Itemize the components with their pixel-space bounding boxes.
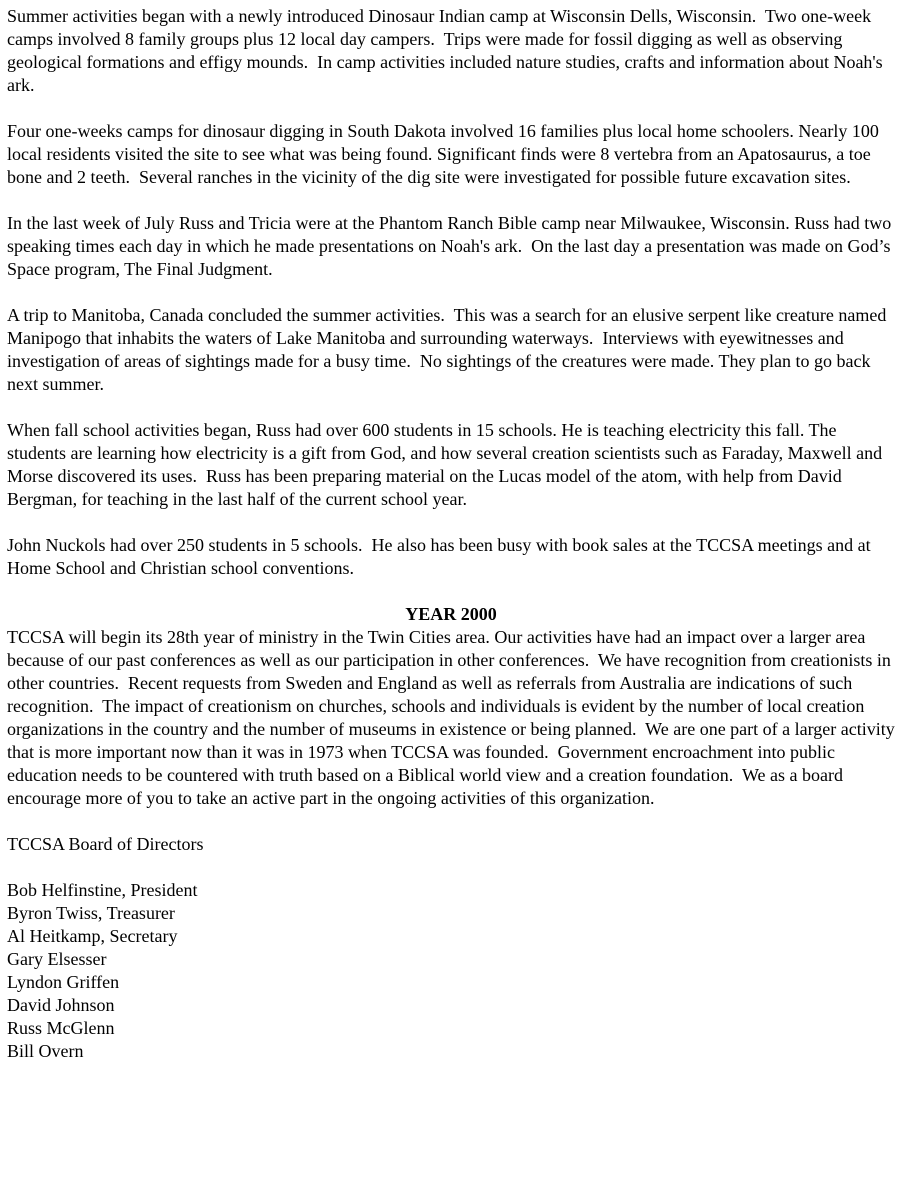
paragraph-summer-camp: Summer activities began with a newly introduced Dinosaur Indian camp at Wisconsin Dells, Wisconsin. Two one-week camps involved 8 family groups plus 12 local day campers. Trips were made for fossil digging as well as observing geological formations and effigy mounds. In camp activities included nature studies, crafts and information about Noah's ark. (7, 6, 888, 95)
board-member: Al Heitkamp, Secretary (7, 926, 178, 946)
board-member: Lyndon Griffen (7, 972, 120, 992)
board-member: David Johnson (7, 995, 115, 1015)
section-heading-year-2000: YEAR 2000 (405, 604, 497, 624)
board-member: Russ McGlenn (7, 1018, 115, 1038)
board-member: Bob Helfinstine, President (7, 880, 198, 900)
paragraph-phantom-ranch: In the last week of July Russ and Tricia were at the Phantom Ranch Bible camp near Milwaukee, Wisconsin. Russ had two speaking times each day in which he made presentations on Noah's ark. On the last day a presentation was made on God’s Space program, The Final Judgment. (7, 213, 896, 279)
board-member: Byron Twiss, Treasurer (7, 903, 175, 923)
board-title: TCCSA Board of Directors (7, 834, 204, 854)
paragraph-manitoba: A trip to Manitoba, Canada concluded the summer activities. This was a search for an elusive serpent like creature named Manipogo that inhabits the waters of Lake Manitoba and surrounding waterways. Interviews with eyewitnesses and investigation of areas of sightings made for a busy time. No sightings of the creatures were made. They plan to go back next summer. (7, 305, 891, 394)
paragraph-year-2000: TCCSA will begin its 28th year of ministry in the Twin Cities area. Our activities have had an impact over a larger area because of our past conferences as well as our participation in other conferences. We have recognition from creationists in other countries. Recent requests from Sweden and England as well as referrals from Australia are indications of such recognition. The impact of creationism on churches, schools and individuals is evident by the number of local creation organizations in the country and the number of museums in existence or being planned. We are one part of a larger activity that is more important now than it was in 1973 when TCCSA was founded. Government encroachment into public education needs to be countered with truth based on a Biblical world view and a creation foundation. We as a board encourage more of you to take an active part in the ongoing activities of this organization. (7, 627, 900, 808)
paragraph-fall-school: When fall school activities began, Russ had over 600 students in 15 schools. He is teaching electricity this fall. The students are learning how electricity is a gift from God, and how several creation scientists such as Faraday, Maxwell and Morse discovered its uses. Russ has been preparing material on the Lucas model of the atom, with help from David Bergman, for teaching in the last half of the current school year. (7, 420, 887, 509)
board-member: Gary Elsesser (7, 949, 107, 969)
paragraph-john-nuckols: John Nuckols had over 250 students in 5 schools. He also has been busy with book sales at the TCCSA meetings and at Home School and Christian school conventions. (7, 535, 876, 578)
board-members-list (7, 879, 895, 1063)
board-member: Bill Overn (7, 1041, 84, 1061)
paragraph-south-dakota: Four one-weeks camps for dinosaur digging in South Dakota involved 16 families plus local home schoolers. Nearly 100 local residents visited the site to see what was being found. Significant finds were 8 vertebra from an Apatosaurus, a toe bone and 2 teeth. Several ranches in the vicinity of the dig site were investigated for possible future excavation sites. (7, 121, 884, 187)
